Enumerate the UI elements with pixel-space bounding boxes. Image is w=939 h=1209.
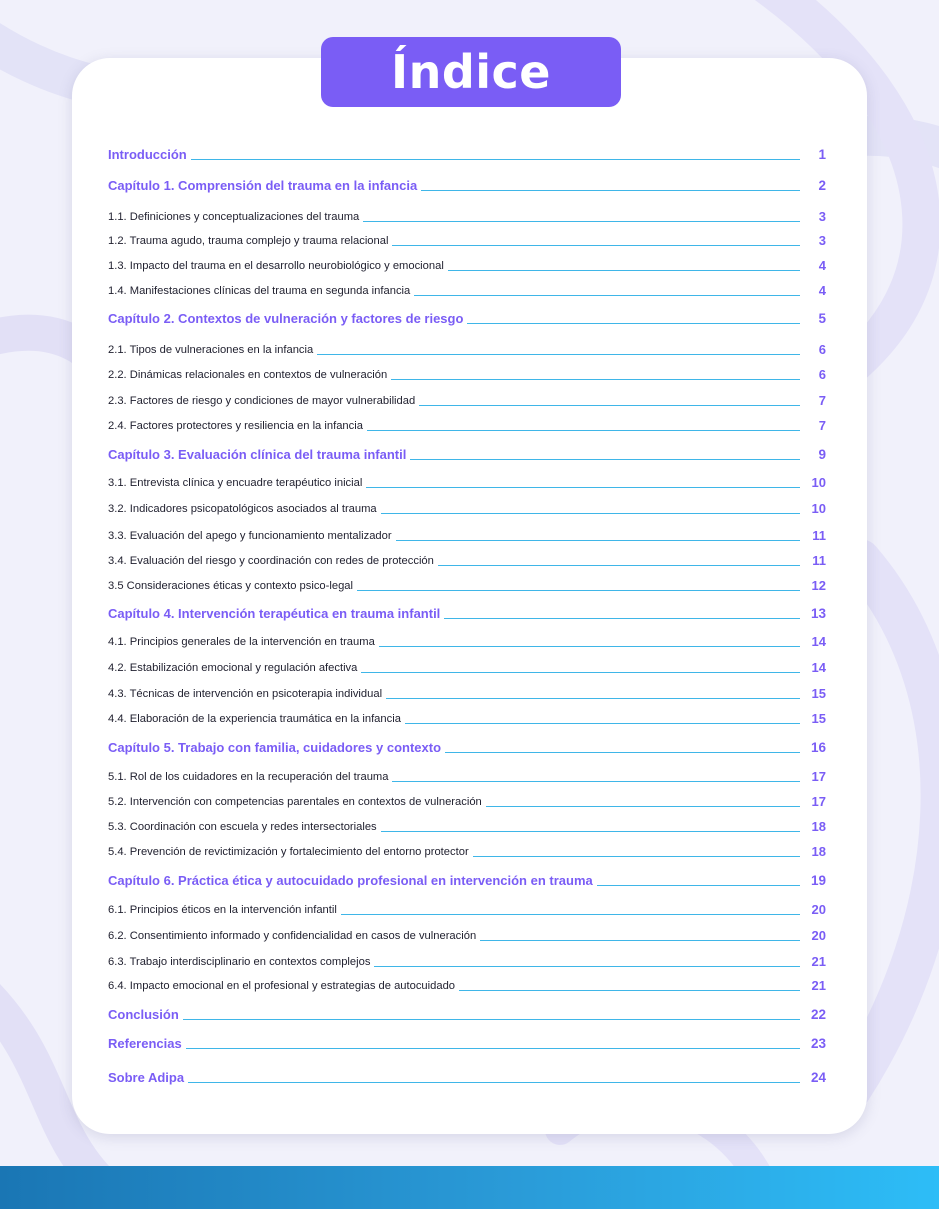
toc-leader-line (366, 486, 800, 488)
toc-entry[interactable] (108, 414, 826, 434)
toc-entry-page: 19 (810, 873, 826, 888)
toc-leader-line (183, 1018, 800, 1020)
toc-entry-label: Capítulo 2. Contextos de vulneración y factores de riesgo (108, 311, 464, 326)
toc-leader-line (445, 751, 800, 753)
toc-entry-page: 21 (811, 978, 826, 993)
toc-entry-label: 3.1. Entrevista clínica y encuadre terapéutico inicial (108, 477, 363, 489)
toc-entry-label: 3.3. Evaluación del apego y funcionamiento mentalizador (108, 530, 392, 542)
toc-entry-page: 10 (811, 475, 826, 490)
toc-entry-page: 15 (811, 686, 826, 701)
toc-entry[interactable] (108, 869, 826, 889)
toc-entry-label: 5.4. Prevención de revictimización y fortalecimiento del entorno protector (108, 846, 469, 858)
toc-entry-page: 3 (818, 209, 826, 224)
toc-entry-page: 13 (810, 606, 826, 621)
toc-entry[interactable] (108, 630, 826, 650)
toc-entry[interactable] (108, 707, 826, 727)
toc-entry-label: 1.3. Impacto del trauma en el desarrollo neurobiológico y emocional (108, 260, 444, 272)
toc-entry[interactable] (108, 840, 826, 860)
toc-entry-page: 3 (818, 233, 826, 248)
toc-entry[interactable] (108, 1032, 826, 1052)
toc-entry-page: 5 (818, 311, 826, 326)
toc-leader-line (381, 830, 800, 832)
toc-leader-line (414, 294, 800, 296)
toc-entry-label: 1.2. Trauma agudo, trauma complejo y trauma relacional (108, 235, 389, 247)
toc-entry[interactable] (108, 229, 826, 249)
toc-entry[interactable] (108, 279, 826, 299)
title-badge (321, 37, 621, 107)
toc-entry[interactable] (108, 574, 826, 594)
toc-entry-page: 14 (811, 634, 826, 649)
toc-entry-label: Referencias (108, 1036, 182, 1051)
toc-entry-label: 4.1. Principios generales de la intervención en trauma (108, 636, 375, 648)
toc-entry-page: 23 (810, 1036, 826, 1051)
toc-leader-line (191, 158, 800, 160)
page-title: Índice (390, 45, 552, 99)
toc-entry-page: 17 (811, 794, 826, 809)
toc-leader-line (438, 564, 800, 566)
toc-leader-line (405, 722, 800, 724)
toc-leader-line (186, 1047, 800, 1049)
toc-entry[interactable] (108, 307, 826, 327)
toc-entry[interactable] (108, 765, 826, 785)
toc-entry-label: Conclusión (108, 1007, 179, 1022)
toc-entry-label: 3.5 Consideraciones éticas y contexto psico-legal (108, 580, 354, 592)
toc-entry[interactable] (108, 338, 826, 358)
toc-entry[interactable] (108, 790, 826, 810)
toc-entry[interactable] (108, 205, 826, 225)
toc-entry-page: 12 (811, 578, 826, 593)
toc-entry-label: 5.1. Rol de los cuidadores en la recuperación del trauma (108, 771, 389, 783)
toc-entry-page: 2 (818, 178, 826, 193)
toc-entry-label: 6.2. Consentimiento informado y confidencialidad en casos de vulneración (108, 930, 477, 942)
toc-entry[interactable] (108, 389, 826, 409)
toc-entry-page: 11 (812, 553, 826, 568)
toc-entry-label: 3.4. Evaluación del riesgo y coordinación con redes de protección (108, 555, 434, 567)
toc-entry-label: 1.1. Definiciones y conceptualizaciones del trauma (108, 211, 360, 223)
toc-entry[interactable] (108, 497, 826, 517)
toc-entry-page: 18 (811, 819, 826, 834)
toc-entry-page: 7 (818, 418, 826, 433)
toc-leader-line (419, 404, 800, 406)
toc-entry-page: 11 (812, 528, 826, 543)
toc-entry[interactable] (108, 974, 826, 994)
toc-entry-label: Capítulo 3. Evaluación clínica del trauma infantil (108, 447, 407, 462)
toc-entry[interactable] (108, 602, 826, 622)
toc-entry-label: 6.1. Principios éticos en la intervención infantil (108, 904, 337, 916)
toc-entry[interactable] (108, 254, 826, 274)
toc-entry-page: 14 (811, 660, 826, 675)
toc-leader-line (374, 965, 800, 967)
toc-entry[interactable] (108, 898, 826, 918)
footer-bar (0, 1166, 939, 1209)
toc-entry-page: 7 (818, 393, 826, 408)
toc-leader-line (341, 913, 800, 915)
toc-entry-label: 2.3. Factores de riesgo y condiciones de mayor vulnerabilidad (108, 395, 416, 407)
toc-entry-page: 9 (818, 447, 826, 462)
toc-leader-line (188, 1081, 800, 1083)
toc-leader-line (410, 458, 800, 460)
toc-leader-line (448, 269, 800, 271)
toc-leader-line (396, 539, 800, 541)
toc-entry-label: Introducción (108, 147, 187, 162)
toc-leader-line (361, 671, 800, 673)
toc-entry[interactable] (108, 549, 826, 569)
toc-entry-page: 4 (818, 258, 826, 273)
toc-entry[interactable] (108, 143, 826, 163)
toc-entry[interactable] (108, 1066, 826, 1086)
toc-leader-line (367, 429, 800, 431)
toc-entry[interactable] (108, 363, 826, 383)
toc-entry-label: 4.3. Técnicas de intervención en psicoterapia individual (108, 688, 383, 700)
toc-entry-page: 18 (811, 844, 826, 859)
toc-entry[interactable] (108, 815, 826, 835)
toc-entry[interactable] (108, 174, 826, 194)
toc-entry-page: 21 (811, 954, 826, 969)
toc-entry-page: 4 (818, 283, 826, 298)
toc-entry-page: 6 (818, 367, 826, 382)
toc-entry-label: 2.4. Factores protectores y resiliencia en la infancia (108, 420, 363, 432)
toc-leader-line (444, 617, 800, 619)
toc-entry-page: 20 (811, 902, 826, 917)
toc-leader-line (386, 697, 800, 699)
toc-entry[interactable] (108, 924, 826, 944)
toc-entry[interactable] (108, 471, 826, 491)
toc-leader-line (392, 780, 800, 782)
toc-leader-line (421, 189, 800, 191)
toc-leader-line (459, 989, 800, 991)
toc-entry-label: Capítulo 5. Trabajo con familia, cuidadores y contexto (108, 740, 442, 755)
toc-entry-label: 2.1. Tipos de vulneraciones en la infancia (108, 344, 314, 356)
toc-leader-line (317, 353, 800, 355)
toc-leader-line (597, 884, 800, 886)
toc-leader-line (473, 855, 800, 857)
toc-leader-line (480, 939, 800, 941)
toc-entry-label: 5.2. Intervención con competencias parentales en contextos de vulneración (108, 796, 482, 808)
toc-entry[interactable] (108, 524, 826, 544)
toc-leader-line (363, 220, 800, 222)
toc-leader-line (379, 645, 800, 647)
toc-leader-line (357, 589, 800, 591)
toc-entry[interactable] (108, 1003, 826, 1023)
toc-leader-line (391, 378, 800, 380)
toc-entry-label: 4.2. Estabilización emocional y regulación afectiva (108, 662, 358, 674)
toc-leader-line (381, 512, 800, 514)
toc-entry[interactable] (108, 682, 826, 702)
toc-entry-page: 22 (810, 1007, 826, 1022)
toc-entry-page: 20 (811, 928, 826, 943)
toc-leader-line (392, 244, 800, 246)
toc-entry[interactable] (108, 950, 826, 970)
toc-leader-line (486, 805, 800, 807)
toc-entry-page: 17 (811, 769, 826, 784)
toc-entry-page: 1 (818, 147, 826, 162)
toc-entry-label: 6.3. Trabajo interdisciplinario en contextos complejos (108, 956, 371, 968)
toc-entry-label: Capítulo 6. Práctica ética y autocuidado profesional en intervención en trauma (108, 873, 593, 888)
toc-entry-label: 4.4. Elaboración de la experiencia traumática en la infancia (108, 713, 401, 725)
toc-entry-label: Capítulo 4. Intervención terapéutica en trauma infantil (108, 606, 441, 621)
toc-entry-label: Capítulo 1. Comprensión del trauma en la infancia (108, 178, 418, 193)
toc-entry-label: Sobre Adipa (108, 1070, 185, 1085)
toc-entry-page: 24 (810, 1070, 826, 1085)
toc-entry-label: 6.4. Impacto emocional en el profesional y estrategias de autocuidado (108, 980, 456, 992)
toc-entry-page: 15 (811, 711, 826, 726)
toc-entry[interactable] (108, 443, 826, 463)
toc-entry-page: 16 (810, 740, 826, 755)
toc-entry[interactable] (108, 656, 826, 676)
toc-entry-label: 2.2. Dinámicas relacionales en contextos de vulneración (108, 369, 388, 381)
toc-entry-label: 5.3. Coordinación con escuela y redes intersectoriales (108, 821, 377, 833)
toc-entry[interactable] (108, 736, 826, 756)
toc-leader-line (467, 322, 800, 324)
toc-entry-label: 3.2. Indicadores psicopatológicos asociados al trauma (108, 503, 377, 515)
toc-entry-page: 10 (811, 501, 826, 516)
toc-entry-page: 6 (818, 342, 826, 357)
toc-entry-label: 1.4. Manifestaciones clínicas del trauma en segunda infancia (108, 285, 411, 297)
